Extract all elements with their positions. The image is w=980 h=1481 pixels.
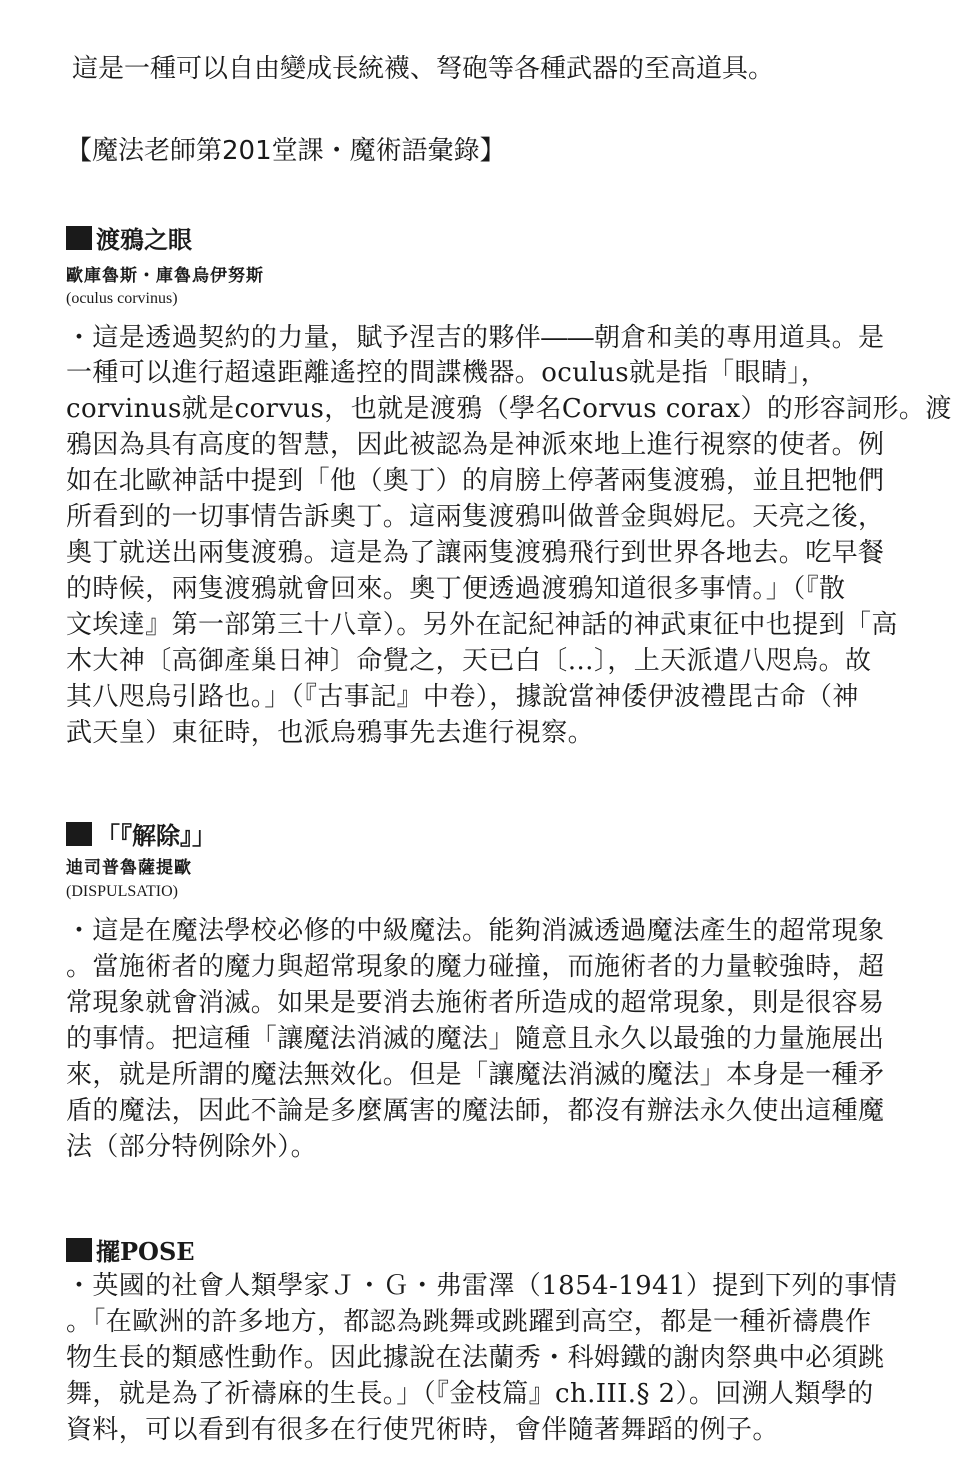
paragraph-line: 物生長的類感性動作。因此據說在法蘭秀・科姆鐵的謝肉祭典中必須跳	[66, 1343, 885, 1373]
paragraph-line: 所看到的一切事情告訴奧丁。這兩隻渡鴉叫做普金與姆尼。天亮之後，	[66, 502, 885, 532]
paragraph-line: 資料，可以看到有很多在行使咒術時，會伴隨著舞蹈的例子。	[66, 1415, 779, 1445]
entry-title-text: 擺POSE	[96, 1237, 195, 1266]
paragraph-line: ・英國的社會人類學家Ｊ・Ｇ・弗雷澤（1854-1941）提到下列的事情	[66, 1271, 898, 1301]
paragraph-line: 如在北歐神話中提到「他（奧丁）的肩膀上停著兩隻渡鴉，並且把牠們	[66, 466, 885, 496]
paragraph-line: 常現象就會消滅。如果是要消去施術者所造成的超常現象，則是很容易	[66, 988, 885, 1018]
paragraph-line: ・這是在魔法學校必修的中級魔法。能夠消滅透過魔法產生的超常現象	[66, 916, 885, 946]
paragraph-line: 武天皇）東征時，也派烏鴉事先去進行視察。	[66, 718, 595, 748]
entry-reading: 歐庫魯斯・庫魯烏伊努斯	[66, 266, 264, 286]
paragraph-line: 奧丁就送出兩隻渡鴉。這是為了讓兩隻渡鴉飛行到世界各地去。吃早餐	[66, 538, 885, 568]
entry-title	[66, 1232, 195, 1267]
square-bullet-icon	[66, 822, 92, 846]
paragraph-line: 。當施術者的魔力與超常現象的魔力碰撞，而施術者的力量較強時，超	[66, 952, 885, 982]
paragraph-line: 一種可以進行超遠距離遙控的間諜機器。oculus就是指「眼睛」，	[66, 358, 828, 388]
square-bullet-icon	[66, 226, 92, 250]
paragraph-line: 來，就是所謂的魔法無效化。但是「讓魔法消滅的魔法」本身是一種矛	[66, 1060, 885, 1090]
entry-latin: (DISPULSATIO)	[66, 883, 178, 900]
paragraph-line: 法（部分特例除外）。	[66, 1132, 318, 1162]
paragraph-line: 鴉因為具有高度的智慧，因此被認為是神派來地上進行視察的使者。例	[66, 430, 885, 460]
paragraph-line: corvinus就是corvus，也就是渡鴉（學名Corvus corax）的形容詞形。渡	[66, 394, 952, 424]
entry-reading: 迪司普魯薩提歐	[66, 858, 192, 878]
paragraph-line: 舞，就是為了祈禱麻的生長。」（『金枝篇』ch.III.§ 2）。回溯人類學的	[66, 1379, 874, 1409]
section-header: 【魔法老師第201堂課・魔術語彙錄】	[66, 136, 506, 166]
entry-title-text: 「『解除』」	[96, 821, 216, 850]
paragraph-line: 的事情。把這種「讓魔法消滅的魔法」隨意且永久以最強的力量施展出	[66, 1024, 885, 1054]
paragraph-line: 的時候，兩隻渡鴉就會回來。奧丁便透過渡鴉知道很多事情。」（『散	[66, 574, 846, 604]
entry-title	[66, 220, 192, 255]
entry-title-text: 渡鴉之眼	[96, 225, 192, 254]
paragraph-line: 盾的魔法，因此不論是多麼厲害的魔法師，都沒有辦法永久使出這種魔	[66, 1096, 885, 1126]
paragraph-line: 木大神〔高御產巢日神〕命覺之，天已白〔…〕，上天派遣八咫烏。故	[66, 646, 872, 676]
paragraph-line: 文埃達』第一部第三十八章）。另外在記紀神話的神武東征中也提到「高	[66, 610, 898, 640]
entry-title	[66, 816, 216, 851]
intro-text: 這是一種可以自由變成長統襪、弩砲等各種武器的至高道具。	[72, 54, 775, 84]
square-bullet-icon	[66, 1238, 92, 1262]
paragraph-line: 其八咫烏引路也。」（『古事記』中卷），據說當神倭伊波禮毘古命（神	[66, 682, 859, 712]
entry-latin: (oculus corvinus)	[66, 290, 178, 307]
paragraph-line: ・這是透過契約的力量，賦予涅吉的夥伴――朝倉和美的專用道具。是	[66, 323, 885, 353]
paragraph-line: 。「在歐洲的許多地方，都認為跳舞或跳躍到高空，都是一種祈禱農作	[66, 1307, 872, 1337]
